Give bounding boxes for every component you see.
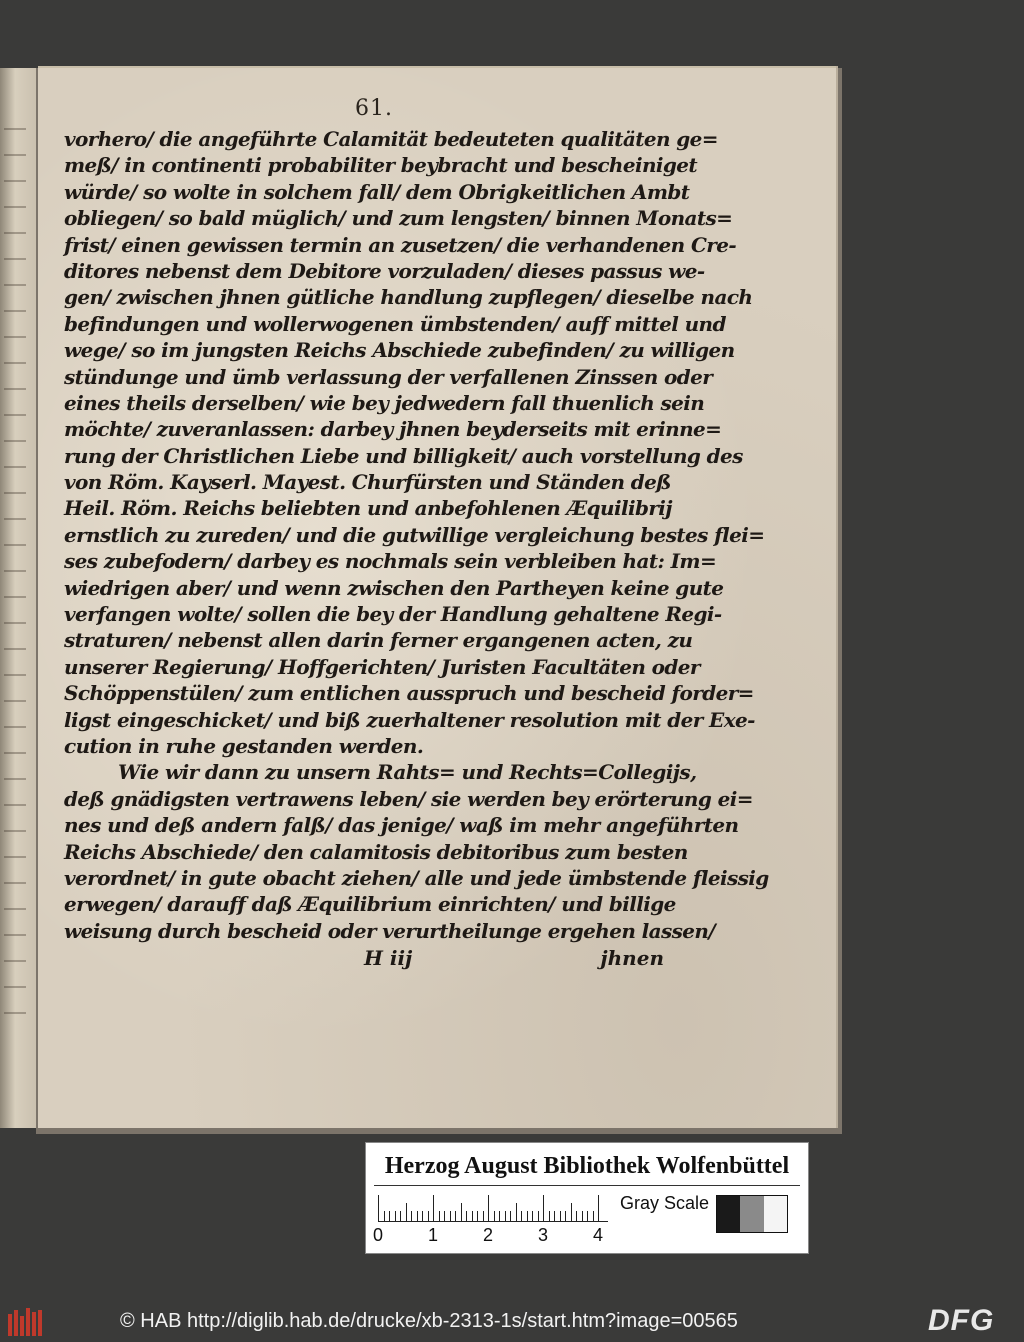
text-line: vorhero/ die angeführte Calamität bedeuteten qualitäten ge= xyxy=(64,127,718,151)
text-line: von Röm. Kayserl. Mayest. Churfürsten und Ständen deß xyxy=(64,470,671,495)
text-line: nes und deß andern falß/ das jenige/ waß im mehr angeführten xyxy=(64,813,739,838)
ruler-tick xyxy=(417,1211,418,1221)
ruler-tick xyxy=(422,1211,423,1221)
ruler-tick xyxy=(406,1203,407,1221)
text-line: verfangen wolte/ sollen die bey der Handlung gehaltene Regi- xyxy=(64,602,722,627)
gray-patch xyxy=(740,1196,763,1232)
ruler-tick xyxy=(389,1211,390,1221)
ruler-label: 1 xyxy=(427,1225,438,1245)
ruler-tick xyxy=(450,1211,451,1221)
text-line: Schöppenstülen/ zum entlichen ausspruch und bescheid forder= xyxy=(64,681,754,706)
ruler-tick xyxy=(565,1211,566,1221)
text-line: rung der Christlichen Liebe und billigkeit/ auch vorstellung des xyxy=(64,443,743,468)
ruler-tick xyxy=(598,1195,599,1221)
text-line: frist/ einen gewissen termin an zusetzen/ die verhandenen Cre- xyxy=(64,232,737,257)
ruler-tick xyxy=(543,1195,544,1221)
text-line: ernstlich zu zureden/ und die gutwillige vergleichung bestes flei= xyxy=(64,522,765,547)
ruler-tick xyxy=(494,1211,495,1221)
dfg-logo: DFG xyxy=(928,1304,995,1337)
ruler-tick xyxy=(499,1211,500,1221)
text-line: wiedrigen aber/ und wenn zwischen den Partheyen keine gute xyxy=(64,575,724,600)
text-line: ligst eingeschicket/ und biß zuerhaltener resolution mit der Exe- xyxy=(64,707,755,732)
adjacent-page-text-traces xyxy=(4,128,26,1028)
gray-patch xyxy=(717,1196,740,1232)
text-line: möchte/ zuveranlassen: darbey jhnen beyderseits mit erinne= xyxy=(64,417,722,442)
gray-patch xyxy=(764,1196,787,1232)
book-page xyxy=(38,66,838,1128)
ruler-tick xyxy=(549,1211,550,1221)
text-block xyxy=(64,126,769,944)
ruler-tick xyxy=(516,1203,517,1221)
ruler-label: 2 xyxy=(482,1225,493,1245)
page-footer-marks xyxy=(64,946,664,972)
ruler-tick xyxy=(400,1211,401,1221)
ruler-tick xyxy=(411,1211,412,1221)
grayscale-patches xyxy=(716,1195,788,1233)
text-line: wege/ so im jungsten Reichs Abschiede zubefinden/ zu willigen xyxy=(64,338,735,363)
ruler-tick xyxy=(455,1211,456,1221)
text-line: erwegen/ darauff daß Æquilibrium einrichten/ und billige xyxy=(64,892,676,917)
ruler-tick xyxy=(521,1211,522,1221)
ruler xyxy=(378,1191,608,1222)
ruler-tick xyxy=(439,1211,440,1221)
text-line: ses zubefodern/ darbey es nochmals sein verbleiben hat: Im= xyxy=(64,549,717,574)
text-line: eines theils derselben/ wie bey jedwedern fall thuenlich sein xyxy=(64,390,705,415)
text-line: cution in ruhe gestanden werden. xyxy=(64,733,424,758)
hab-logo-icon xyxy=(8,1306,44,1336)
ruler-label: 4 xyxy=(592,1225,603,1245)
ruler-tick xyxy=(483,1211,484,1221)
ruler-tick xyxy=(576,1211,577,1221)
text-line: unserer Regierung/ Hoffgerichten/ Juristen Facultäten oder xyxy=(64,654,700,679)
chart-divider xyxy=(374,1185,800,1186)
ruler-tick xyxy=(587,1211,588,1221)
ruler-tick xyxy=(378,1195,379,1221)
ruler-tick xyxy=(444,1211,445,1221)
text-line: befindungen und wollerwogenen ümbstenden/ auff mittel und xyxy=(64,311,726,336)
ruler-tick xyxy=(461,1203,462,1221)
text-line: Reichs Abschiede/ den calamitosis debitoribus zum besten xyxy=(64,839,688,864)
signature-mark: H iij xyxy=(364,946,413,970)
text-line: weisung durch bescheid oder verurtheilunge ergehen lassen/ xyxy=(64,918,716,943)
ruler-tick xyxy=(505,1211,506,1221)
text-line: stündunge und ümb verlassung der verfallenen Zinssen oder xyxy=(64,364,713,389)
ruler-tick xyxy=(593,1211,594,1221)
text-line: Wie wir dann zu unsern Rahts= und Rechts=Collegijs, xyxy=(118,760,697,785)
ruler-tick xyxy=(395,1211,396,1221)
ruler-tick xyxy=(466,1211,467,1221)
ruler-tick xyxy=(560,1211,561,1221)
ruler-tick xyxy=(384,1211,385,1221)
text-line: würde/ so wolte in solchem fall/ dem Obrigkeitlichen Ambt xyxy=(64,179,690,204)
grayscale-label: Gray Scale xyxy=(620,1193,710,1213)
ruler-tick xyxy=(510,1211,511,1221)
adjacent-page-edge xyxy=(0,68,38,1128)
viewer-footer xyxy=(0,1300,1024,1342)
text-line: meß/ in continenti probabiliter beybracht und bescheiniget xyxy=(64,153,698,178)
ruler-tick xyxy=(488,1195,489,1221)
ruler-tick xyxy=(554,1211,555,1221)
text-line: obliegen/ so bald müglich/ und zum lengsten/ binnen Monats= xyxy=(64,206,733,231)
text-line: gen/ zwischen jhnen gütliche handlung zupflegen/ dieselbe nach xyxy=(64,285,753,310)
ruler-label: 3 xyxy=(537,1225,548,1245)
ruler-label: 0 xyxy=(372,1225,383,1245)
ruler-tick xyxy=(527,1211,528,1221)
chart-title: Herzog August Bibliothek Wolfenbüttel xyxy=(384,1153,790,1179)
text-line: verordnet/ in gute obacht ziehen/ alle und jede ümbstende fleissig xyxy=(64,865,769,890)
ruler-tick xyxy=(433,1195,434,1221)
ruler-tick xyxy=(538,1211,539,1221)
catchword: jhnen xyxy=(600,946,664,970)
ruler-tick xyxy=(472,1211,473,1221)
ruler-tick xyxy=(477,1211,478,1221)
text-line: Heil. Röm. Reichs beliebten und anbefohlenen Æquilibrij xyxy=(64,496,672,521)
ruler-tick xyxy=(532,1211,533,1221)
page-number: 61. xyxy=(355,96,393,121)
color-reference-chart xyxy=(365,1142,809,1254)
text-line: deß gnädigsten vertrawens leben/ sie werden bey erörterung ei= xyxy=(64,786,753,811)
copyright-link[interactable]: © HAB http://diglib.hab.de/drucke/xb-2313-1s/start.htm?image=00565 xyxy=(120,1310,738,1332)
ruler-tick xyxy=(428,1211,429,1221)
ruler-tick xyxy=(582,1211,583,1221)
text-line: straturen/ nebenst allen darin ferner ergangenen acten, zu xyxy=(64,628,693,653)
ruler-tick xyxy=(571,1203,572,1221)
text-line: ditores nebenst dem Debitore vorzuladen/ dieses passus we- xyxy=(64,258,705,283)
